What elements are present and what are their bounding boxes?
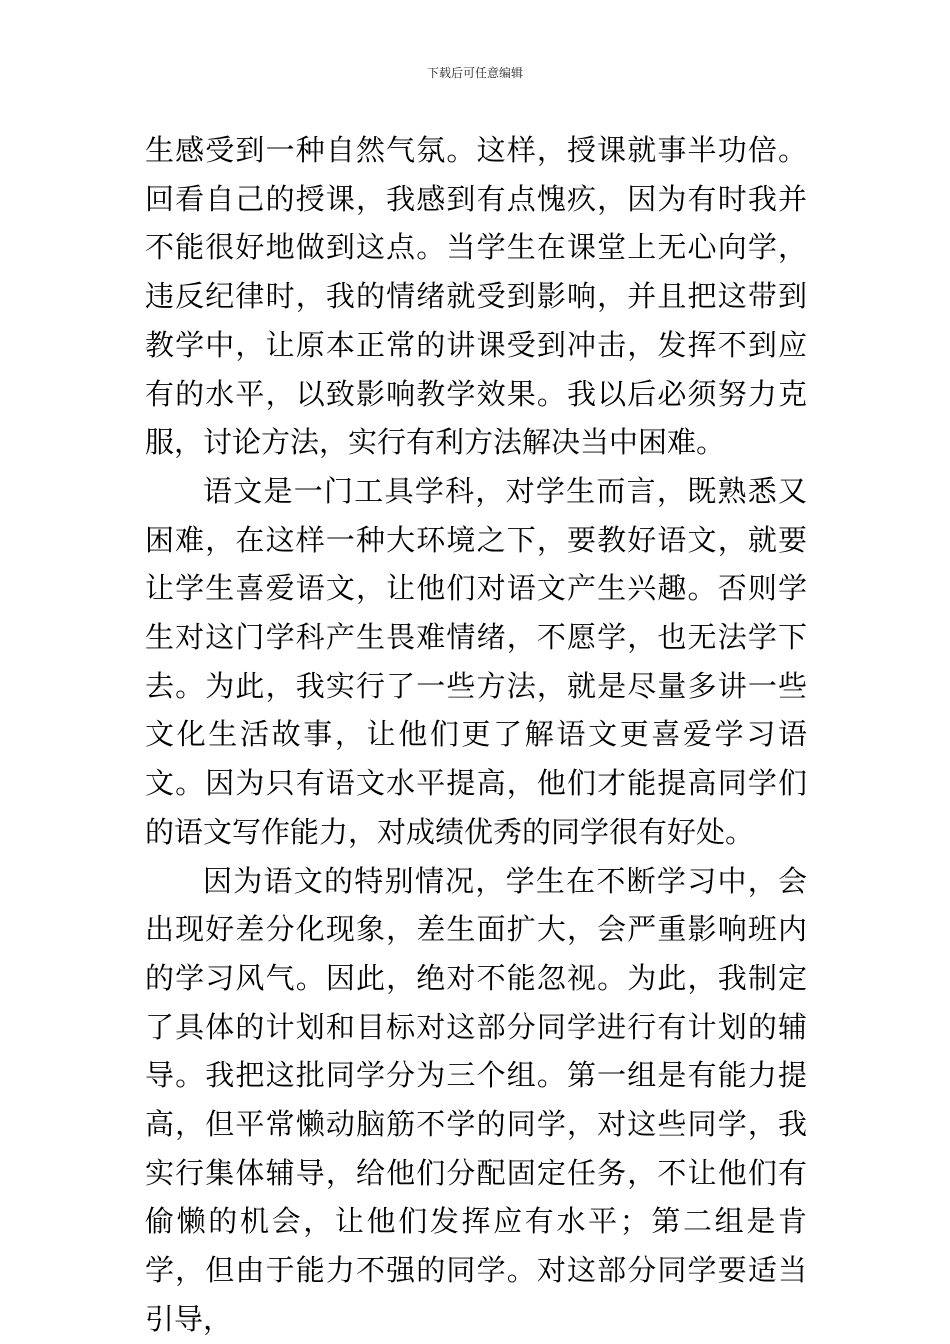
document-body — [145, 126, 807, 1344]
paragraph-1: 生感受到一种自然气氛。这样，授课就事半功倍。回看自己的授课，我感到有点愧疚，因为有时我并不能很好地做到这点。当学生在课堂上无心向学，违反纪律时，我的情绪就受到影响，并且把这带到教学中，让原本正常的讲课受到冲击，发挥不到应有的水平，以致影响教学效果。我以后必须努力克服，讨论方法，实行有利方法解决当中困难。 — [145, 133, 807, 460]
paragraph-3: 因为语文的特别情况，学生在不断学习中，会出现好差分化现象，差生面扩大，会严重影响班内的学习风气。因此，绝对不能忽视。为此，我制定了具体的计划和目标对这部分同学进行有计划的辅导。我把这批同学分为三个组。第一组是有能力提高，但平常懒动脑筋不学的同学，对这些同学，我实行集体辅导，给他们分配固定任务，不让他们有偷懒的机会，让他们发挥应有水平；第二组是肯学，但由于能力不强的同学。对这部分同学要适当引导， — [145, 863, 807, 1336]
page-header: 下载后可任意编辑 — [426, 66, 523, 80]
paragraph-2: 语文是一门工具学科，对学生而言，既熟悉又困难，在这样一种大环境之下，要教好语文，就要让学生喜爱语文，让他们对语文产生兴趣。否则学生对这门学科产生畏难情绪，不愿学，也无法学下去。为此，我实行了一些方法，就是尽量多讲一些文化生活故事，让他们更了解语文更喜爱学习语文。因为只有语文水平提高，他们才能提高同学们的语文写作能力，对成绩优秀的同学很有好处。 — [145, 473, 807, 849]
